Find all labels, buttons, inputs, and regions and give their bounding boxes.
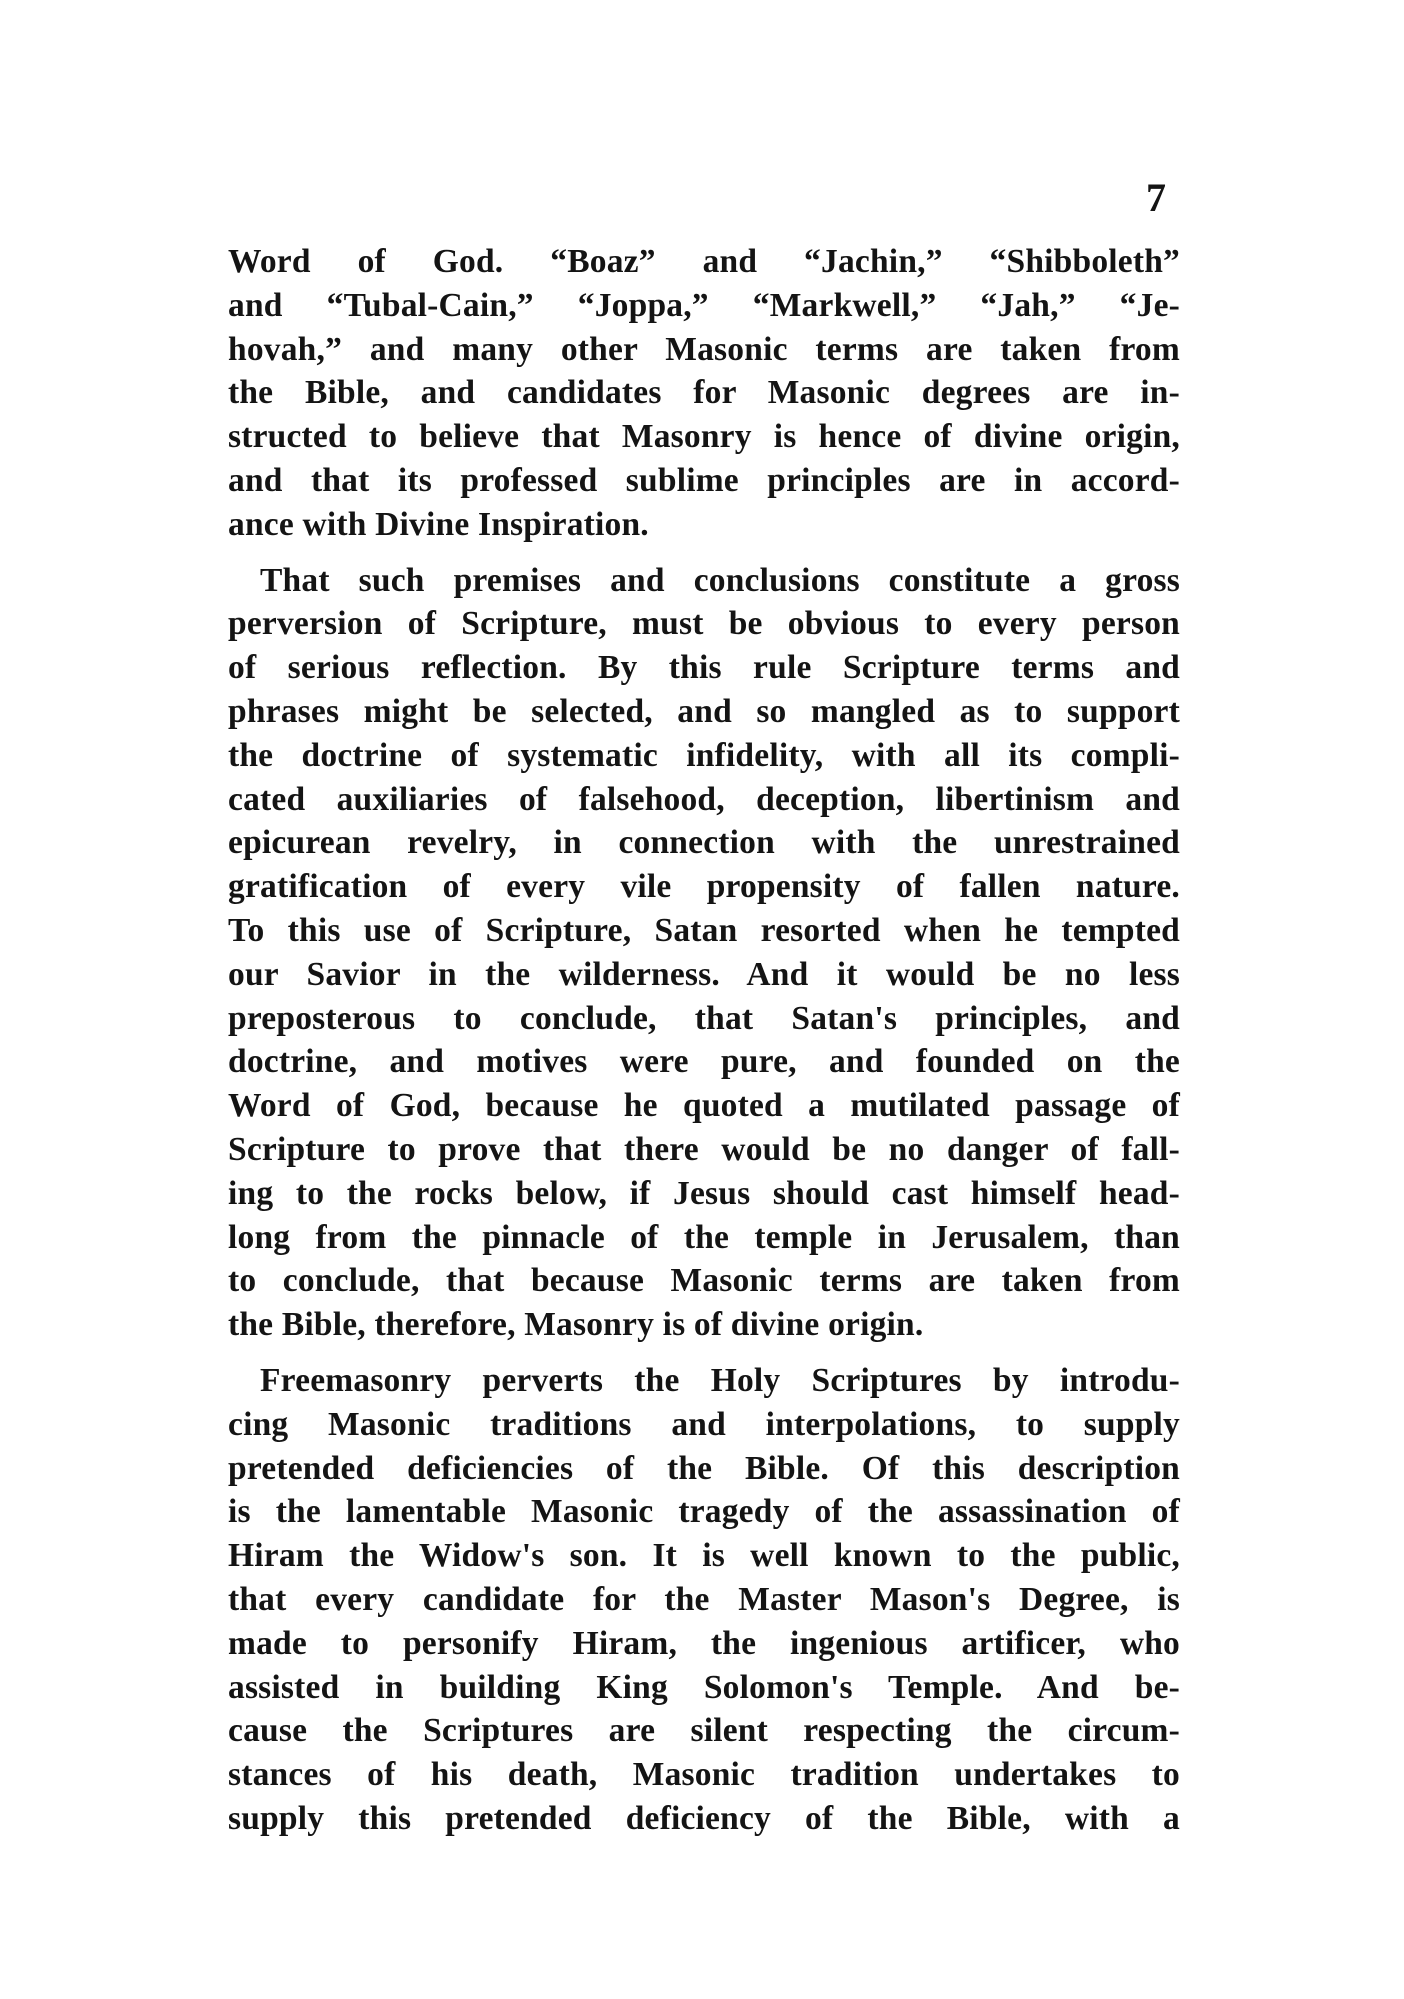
text-line: supply this pretended deficiency of the Bible, with a: [228, 1799, 1180, 1837]
text-line: is the lamentable Masonic tragedy of the assassination of: [228, 1493, 1180, 1531]
text-line: doctrine, and motives were pure, and founded on the: [228, 1043, 1180, 1081]
text-line: phrases might be selected, and so mangled as to support: [228, 692, 1180, 730]
text-line: stances of his death, Masonic tradition undertakes to: [228, 1756, 1180, 1794]
text-line: hovah,” and many other Masonic terms are taken from: [228, 330, 1180, 368]
text-line: the Bible, therefore, Masonry is of divine origin.: [228, 1306, 924, 1344]
text-line: of serious reflection. By this rule Scripture terms and: [228, 649, 1180, 687]
text-line: preposterous to conclude, that Satan's principles, and: [228, 999, 1180, 1037]
text-line: Hiram the Widow's son. It is well known to the public,: [228, 1537, 1180, 1575]
text-line: and that its professed sublime principles are in accord-: [228, 461, 1180, 499]
text-line: cause the Scriptures are silent respecting the circum-: [228, 1712, 1180, 1750]
text-line: the doctrine of systematic infidelity, with all its compli-: [228, 736, 1180, 774]
text-line: that every candidate for the Master Mason's Degree, is: [228, 1580, 1180, 1618]
text-line: That such premises and conclusions constitute a gross: [260, 561, 1180, 599]
text-line: assisted in building King Solomon's Temple. And be-: [228, 1668, 1180, 1706]
text-line: epicurean revelry, in connection with the unrestrained: [228, 824, 1180, 862]
text-line: Freemasonry perverts the Holy Scriptures by introdu-: [260, 1361, 1180, 1399]
paragraph-3: [228, 1359, 1180, 1841]
page-number: 7: [1146, 175, 1166, 220]
text-line: long from the pinnacle of the temple in Jerusalem, than: [228, 1218, 1180, 1256]
text-line: ance with Divine Inspiration.: [228, 505, 649, 543]
text-line: To this use of Scripture, Satan resorted when he tempted: [228, 911, 1180, 949]
text-line: the Bible, and candidates for Masonic degrees are in-: [228, 374, 1180, 412]
text-line: structed to believe that Masonry is hence of divine origin,: [228, 418, 1180, 456]
text-line: Scripture to prove that there would be no danger of fall-: [228, 1130, 1180, 1168]
text-line: Word of God, because he quoted a mutilated passage of: [228, 1087, 1180, 1125]
text-line: made to personify Hiram, the ingenious artificer, who: [228, 1624, 1180, 1662]
paragraph-2: [228, 559, 1180, 1347]
text-line: our Savior in the wilderness. And it would be no less: [228, 955, 1180, 993]
text-line: to conclude, that because Masonic terms are taken from: [228, 1262, 1180, 1300]
text-line: perversion of Scripture, must be obvious to every person: [228, 605, 1180, 643]
text-line: ing to the rocks below, if Jesus should cast himself head-: [228, 1174, 1180, 1212]
text-line: Word of God. “Boaz” and “Jachin,” “Shibboleth”: [228, 243, 1180, 280]
text-line: cated auxiliaries of falsehood, deception, libertinism and: [228, 780, 1180, 818]
text-line: gratification of every vile propensity of fallen nature.: [228, 868, 1180, 906]
text-line: cing Masonic traditions and interpolations, to supply: [228, 1405, 1180, 1443]
paragraph-1: [228, 240, 1180, 547]
text-line: and “Tubal-Cain,” “Joppa,” “Markwell,” “Jah,” “Je-: [228, 286, 1180, 324]
body-text: [228, 240, 1180, 1853]
text-line: pretended deficiencies of the Bible. Of this description: [228, 1449, 1180, 1487]
